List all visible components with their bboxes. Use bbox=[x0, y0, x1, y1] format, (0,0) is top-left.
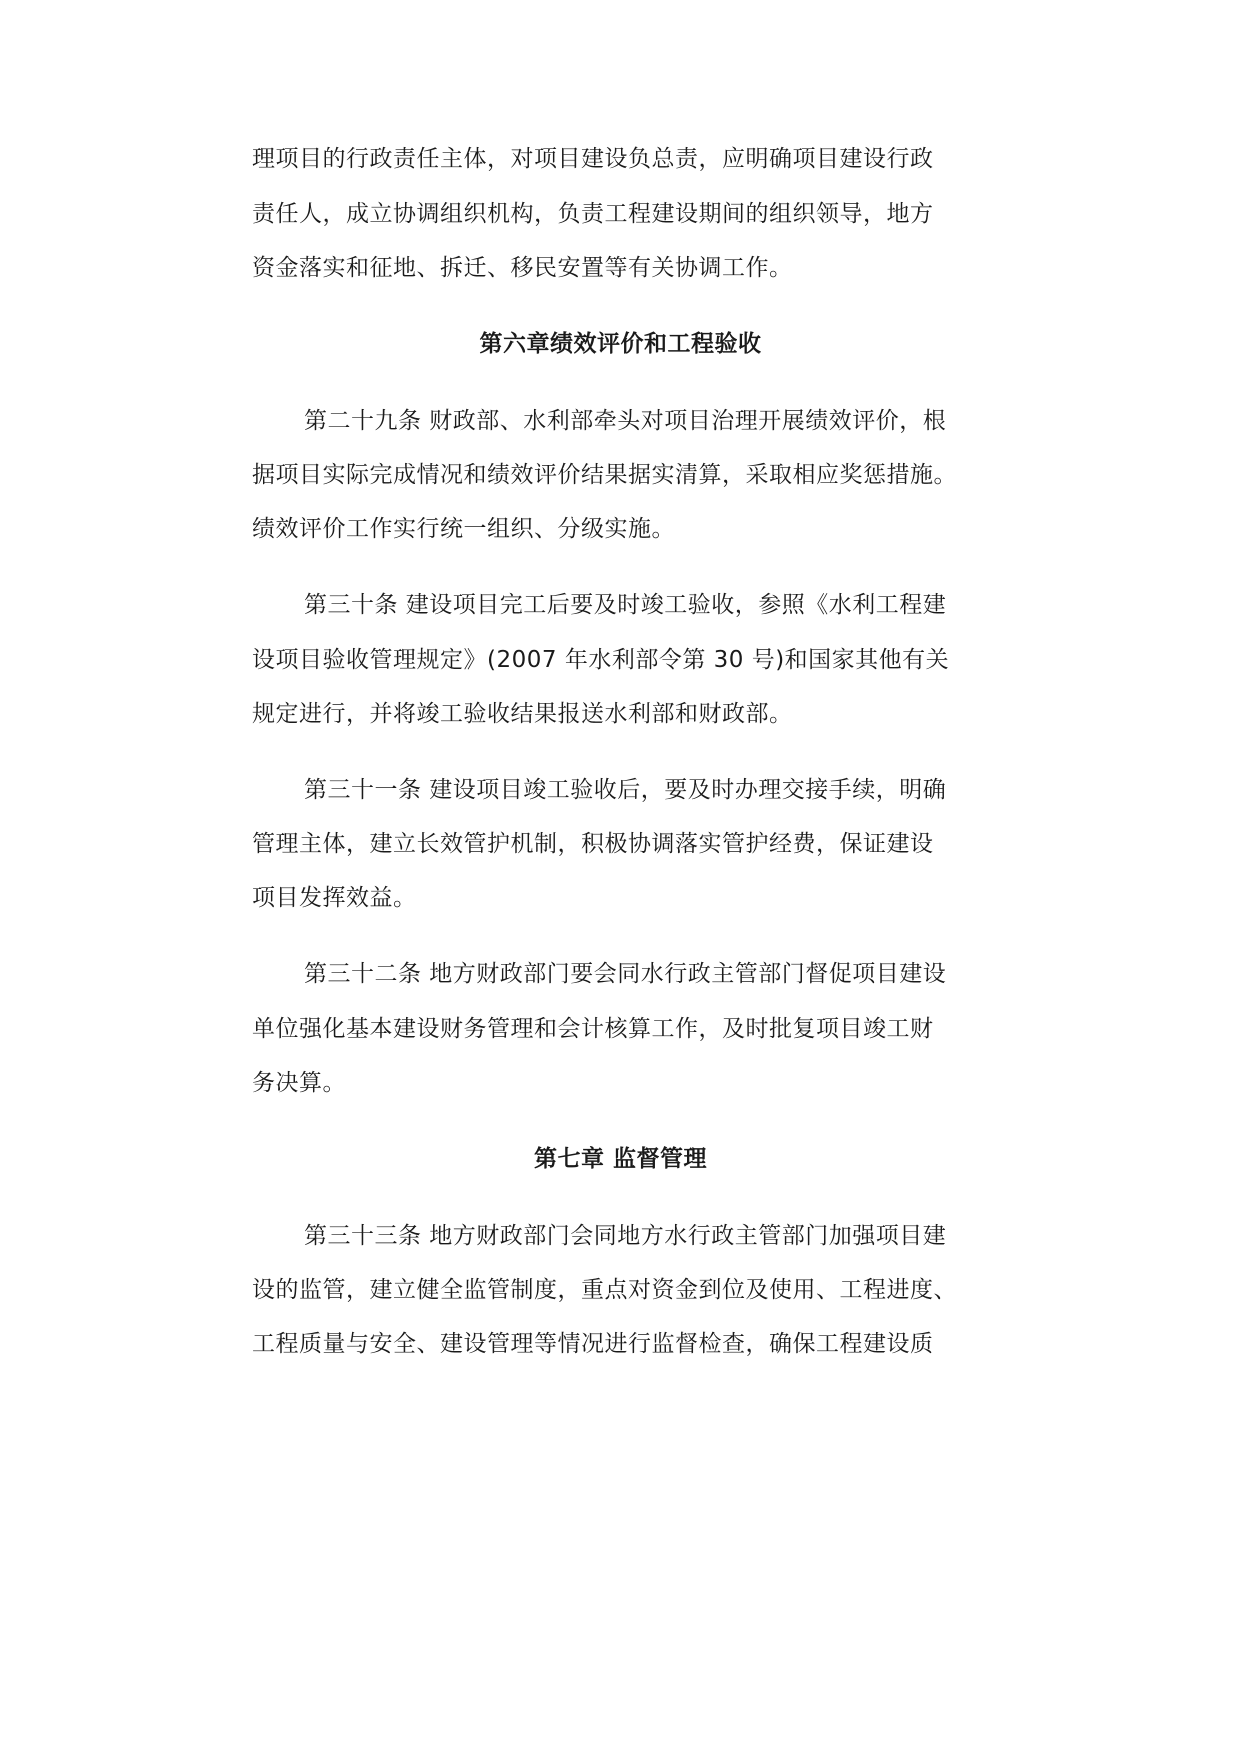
article-32-line-3: 务决算。 bbox=[252, 1070, 346, 1096]
article-30-line-3: 规定进行，并将竣工验收结果报送水利部和财政部。 bbox=[252, 701, 793, 727]
article-29-line-1: 第二十九条 财政部、水利部牵头对项目治理开展绩效评价，根 bbox=[304, 408, 947, 434]
intro-line-2: 责任人，成立协调组织机构，负责工程建设期间的组织领导，地方 bbox=[252, 201, 934, 227]
article-33-line-3: 工程质量与安全、建设管理等情况进行监督检查，确保工程建设质 bbox=[252, 1331, 934, 1357]
article-30-line-1: 第三十条 建设项目完工后要及时竣工验收，参照《水利工程建 bbox=[304, 592, 947, 618]
article-32-line-1: 第三十二条 地方财政部门要会同水行政主管部门督促项目建设 bbox=[304, 961, 947, 987]
intro-line-3: 资金落实和征地、拆迁、移民安置等有关协调工作。 bbox=[252, 255, 793, 281]
article-32-line-2: 单位强化基本建设财务管理和会计核算工作，及时批复项目竣工财 bbox=[252, 1016, 934, 1042]
article-29-line-2: 据项目实际完成情况和绩效评价结果据实清算，采取相应奖惩措施。 bbox=[252, 462, 957, 488]
article-33-line-1: 第三十三条 地方财政部门会同地方水行政主管部门加强项目建 bbox=[304, 1223, 947, 1249]
chapter-7-title: 第七章 监督管理 bbox=[533, 1146, 707, 1172]
article-30-line-2: 设项目验收管理规定》(2007 年水利部令第 30 号)和国家其他有关 bbox=[252, 647, 950, 673]
article-31-line-3: 项目发挥效益。 bbox=[252, 885, 417, 911]
article-31-line-1: 第三十一条 建设项目竣工验收后，要及时办理交接手续，明确 bbox=[304, 777, 947, 803]
article-31-line-2: 管理主体，建立长效管护机制，积极协调落实管护经费，保证建设 bbox=[252, 831, 934, 857]
chapter-6-title: 第六章绩效评价和工程验收 bbox=[479, 331, 762, 357]
article-29-line-3: 绩效评价工作实行统一组织、分级实施。 bbox=[252, 516, 675, 542]
intro-line-1: 理项目的行政责任主体，对项目建设负总责，应明确项目建设行政 bbox=[252, 146, 934, 172]
article-33-line-2: 设的监管，建立健全监管制度，重点对资金到位及使用、工程进度、 bbox=[252, 1277, 957, 1303]
